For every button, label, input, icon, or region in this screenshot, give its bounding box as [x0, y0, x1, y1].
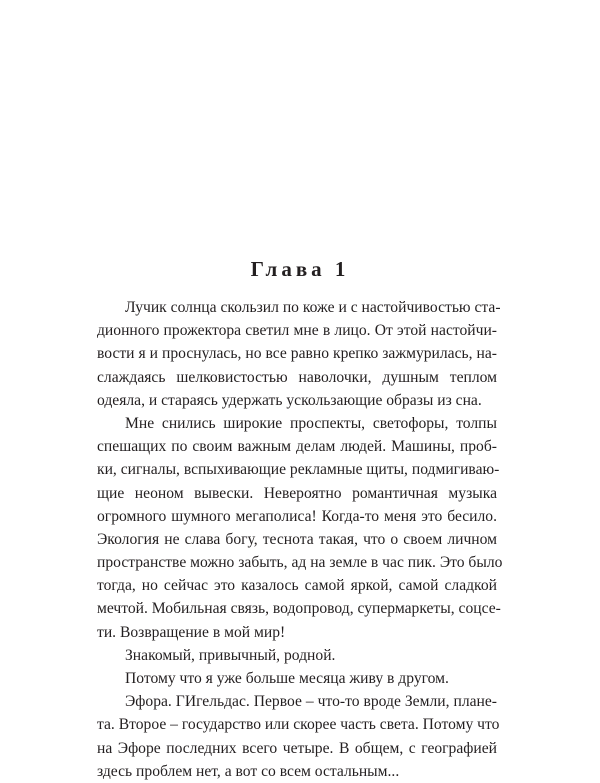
- text-line: Экология не слава богу, теснота такая, что о своем личном: [97, 530, 497, 548]
- text-line: тогда, но сейчас это казалось самой яркой, самой сладкой: [97, 577, 497, 595]
- chapter-text: [97, 296, 503, 783]
- text-line: Мне снились широкие проспекты, светофоры, толпы: [125, 414, 497, 432]
- text-line: пространстве можно забыть, ад на земле в час пик. Это было: [97, 554, 503, 572]
- text-line: дионного прожектора светил мне в лицо. От этой настойчи-: [97, 322, 497, 340]
- text-line: мечтой. Мобильная связь, водопровод, супермаркеты, соцсе-: [97, 600, 501, 618]
- text-line: здесь проблем нет, а вот со всем остальным...: [97, 762, 400, 780]
- text-line: та. Второе – государство или скорее часть света. Потому что: [97, 716, 500, 734]
- text-line: Потому что я уже больше месяца живу в другом.: [125, 670, 449, 687]
- chapter-title: Глава 1: [250, 257, 350, 281]
- text-line: щие неоном вывески. Невероятно романтичная музыка: [97, 484, 497, 502]
- text-line: ки, сигналы, вспыхивающие рекламные щиты, подмигиваю-: [97, 461, 500, 479]
- text-line: слаждаясь шелковистостью наволочки, душным теплом: [97, 368, 497, 386]
- text-line: на Эфоре последних всего четыре. В общем, с географией: [97, 739, 497, 757]
- text-line: спешащих по своим важным делам людей. Машины, проб-: [97, 438, 497, 456]
- text-line: одеяла, и стараясь удержать ускользающие образы из сна.: [97, 391, 482, 409]
- text-line: огромного шумного мегаполиса! Когда-то меня это бесило.: [97, 507, 497, 525]
- text-line: ти. Возвращение в мой мир!: [97, 623, 286, 641]
- text-line: Эфора. ГИгельдас. Первое – что-то вроде Земли, плане-: [125, 693, 497, 711]
- text-line: вости я и проснулась, но все равно крепко зажмурилась, на-: [97, 345, 497, 363]
- text-line: Знакомый, привычный, родной.: [125, 646, 336, 664]
- text-line: Лучик солнца скользил по коже и с настойчивостью ста-: [125, 299, 501, 316]
